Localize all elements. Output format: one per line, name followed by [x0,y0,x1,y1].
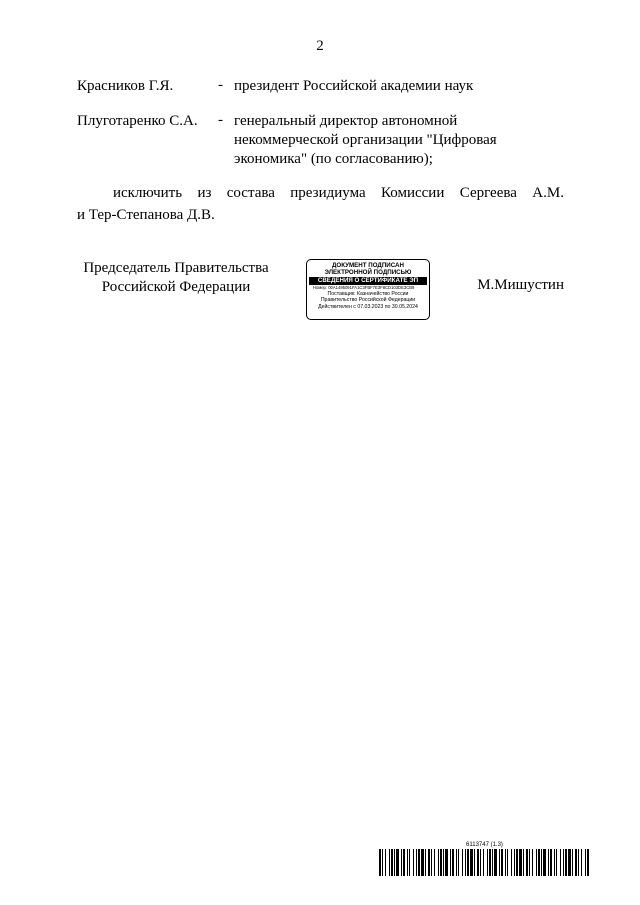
barcode-bar [487,849,488,876]
barcode-bar [394,849,395,876]
barcode-bar [418,849,420,876]
exclude-line-1 [77,182,564,204]
barcode-bar [499,849,500,876]
member-role [234,112,497,169]
member-role-line: некоммерческой организации "Цифровая [234,132,497,148]
stamp-supplier: Поставщик: Казначейство России [327,291,409,297]
signatory-title [60,259,292,297]
barcode-bar [575,849,577,876]
exclude-word: исключить [113,185,183,201]
signatory-title-line: Российской Федерации [101,279,251,295]
barcode-bar [379,849,381,876]
signatory-title-line: Председатель Правительства [83,260,269,276]
member-role-line: экономика" (по согласованию); [234,151,433,167]
signatory-name: М.Мишустин [477,277,564,293]
exclude-line-2: и Тер-Степанова Д.В. [77,207,215,223]
barcode-bar [538,849,540,876]
barcode-bar [501,849,503,876]
barcode-bar [519,849,522,876]
exclude-word: А.М. [532,185,564,201]
member-name: Плуготаренко С.А. [77,113,198,129]
barcode-bar [550,849,552,876]
barcode-bar [421,849,424,876]
barcode-bar [443,849,444,876]
barcode-bar [494,849,497,876]
barcode-bar [587,849,589,876]
barcode-bar [563,849,564,876]
barcode-bar [514,849,515,876]
barcode-bar [425,849,426,876]
barcode-bar [409,849,410,876]
exclude-word: состава [226,185,275,201]
stamp-owner: Правительство Российской Федерации [320,297,416,304]
barcode-bar [568,849,571,876]
barcode-bar [560,849,561,876]
barcode-bar [440,849,442,876]
barcode-bar [507,849,508,876]
barcode-bar [511,849,512,876]
exclude-word: Сергеева [459,185,517,201]
barcode-bar [548,849,549,876]
member-role: президент Российской академии наук [234,78,474,94]
barcode-bar [526,849,528,876]
barcode-bar [556,849,557,876]
barcode-bar [407,849,408,876]
exclude-word: из [197,185,212,201]
barcode-bar [445,849,448,876]
page-number: 2 [316,38,324,54]
barcode-bar [428,849,430,876]
barcode-bar [581,849,582,876]
barcode-bar [536,849,537,876]
barcode-bar [456,849,457,876]
stamp-validity: Действителен с 07.03.2023 по 30.05.2024 [318,303,418,310]
barcode-bar [505,849,506,876]
member-name: Красников Г.Я. [77,78,174,94]
barcode-bar [489,849,491,876]
barcode-bar [541,849,542,876]
member-role-line: генеральный директор автономной [234,113,458,129]
member-dash: - [218,112,223,128]
barcode-bar [452,849,454,876]
barcode-bar [492,849,493,876]
barcode-bar [477,849,479,876]
barcode-bar [403,849,405,876]
barcode-bar [396,849,399,876]
barcode-bar [382,849,383,876]
barcode-bar [565,849,567,876]
barcode-bar [516,849,518,876]
barcode-bar [480,849,481,876]
exclude-word: Комиссии [381,185,445,201]
barcode-bar [467,849,469,876]
electronic-signature-stamp [306,259,430,320]
barcode-bar [413,849,414,876]
exclude-paragraph [77,182,564,226]
barcode-bar [572,849,573,876]
barcode-bar [465,849,466,876]
barcode-bar [578,849,579,876]
barcode-bar [401,849,402,876]
barcode-bar [483,849,484,876]
stamp-certificate-header: СВЕДЕНИЯ О СЕРТИФИКАТЕ ЭП [309,277,427,285]
barcode-bar [450,849,451,876]
barcode-bar [523,849,524,876]
barcode-number: 6113747 (1.3) [466,842,503,848]
barcode-bar [529,849,530,876]
barcode-bar [585,849,586,876]
barcode-bar [543,849,546,876]
stamp-number: Номер: 00A1495091FA1C3FBF7E3F8CD103DE3CB9 [313,285,415,290]
barcode-bar [391,849,393,876]
barcode-bar [385,849,386,876]
barcode-bar [474,849,475,876]
barcode-bar [389,849,390,876]
barcode-bar [438,849,439,876]
barcode-bar [458,849,459,876]
stamp-line: ДОКУМЕНТ ПОДПИСАН [332,262,404,269]
barcode-bar [462,849,463,876]
stamp-line: ЭЛЕКТРОННОЙ ПОДПИСЬЮ [324,269,412,276]
member-dash: - [218,77,223,93]
exclude-word: президиума [290,185,366,201]
barcode-bar [554,849,555,876]
barcode-bar [431,849,432,876]
barcode-bar [434,849,435,876]
barcode [379,849,590,876]
barcode-bar [416,849,417,876]
barcode-bar [532,849,533,876]
barcode-bar [470,849,473,876]
